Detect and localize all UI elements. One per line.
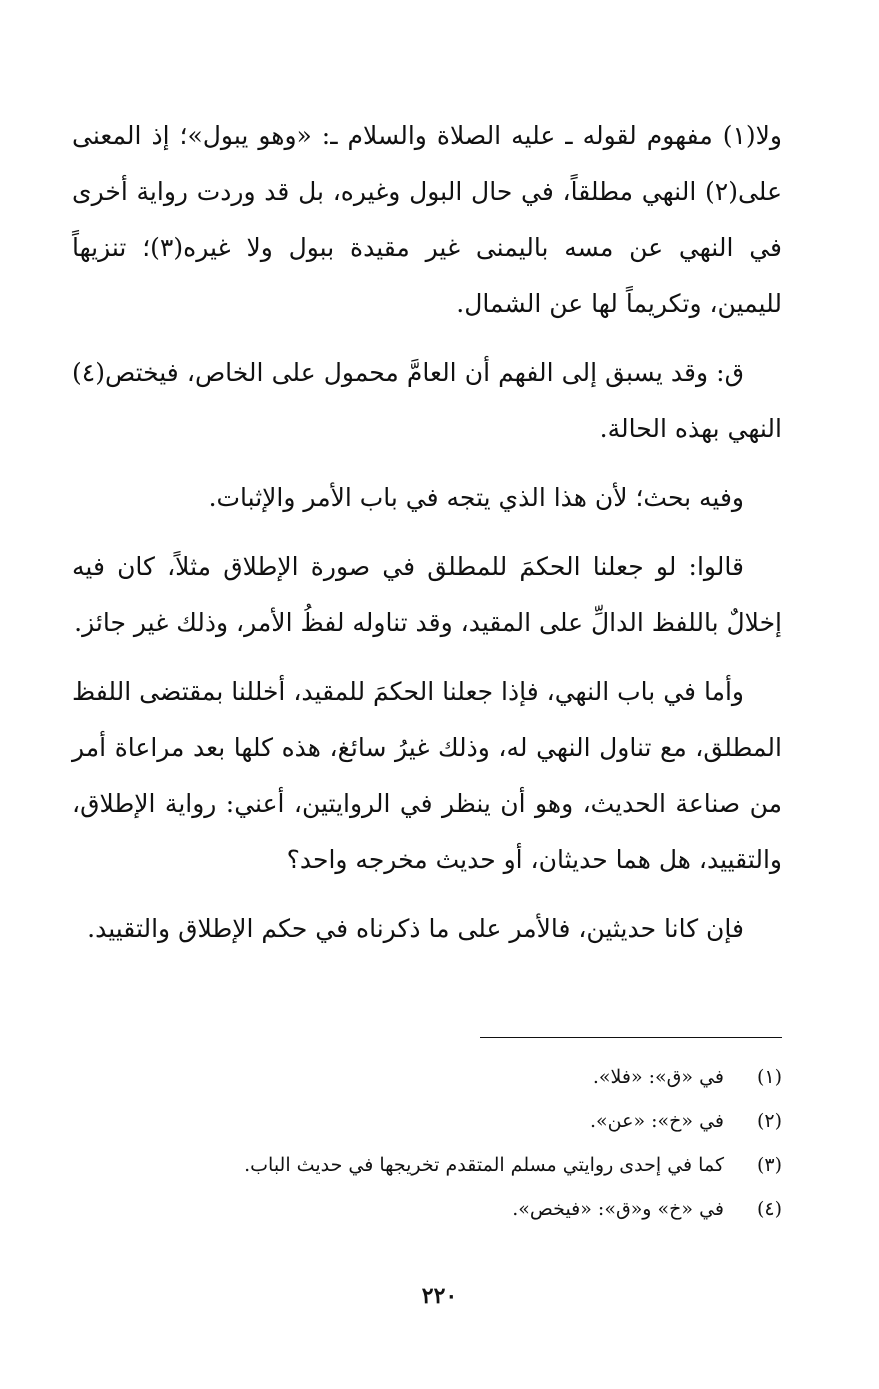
footnote-2 [72,1099,782,1143]
footnotes [72,1055,782,1231]
paragraph-5: وأما في باب النهي، فإذا جعلنا الحكمَ للمقيد، أخللنا بمقتضى اللفظ المطلق، مع تناول النهي له، وذلك غيرُ سائغ، هذه كلها بعد مراعاة أمر من صناعة الحديث، وهو أن ينظر في الروايتين، أعني: رواية الإطلاق، والتقييد، هل هما حديثان، أو حديث مخرجه واحد؟ [72,677,782,874]
footnote-3 [72,1143,782,1187]
paragraph-2: ق: وقد يسبق إلى الفهم أن العامَّ محمول على الخاص، فيختص(٤) النهي بهذه الحالة. [72,358,782,443]
paragraph-4: قالوا: لو جعلنا الحكمَ للمطلق في صورة الإطلاق مثلاً، كان فيه إخلالٌ باللفظ الدالِّ على المقيد، وقد تناوله لفظُ الأمر، وذلك غير جائز. [72,552,782,637]
footnote-number: (٣) [756,1154,782,1176]
footnote-text: في «خ»: «عن». [589,1110,724,1132]
footnote-text: في «خ» و«ق»: «فيخص». [512,1198,724,1220]
footnote-number: (١) [756,1066,782,1088]
paragraph-6: فإن كانا حديثين، فالأمر على ما ذكرناه في حكم الإطلاق والتقييد. [87,914,744,943]
footnote-text: في «ق»: «فلا». [592,1066,724,1088]
footnote-number: (٢) [756,1110,782,1132]
main-text [72,108,782,970]
footnote-4 [72,1187,782,1231]
footnote-1 [72,1055,782,1099]
footnote-divider [480,1037,782,1038]
page-number: ٢٢٠ [421,1283,458,1309]
footnote-number: (٤) [756,1198,782,1220]
footnote-text: كما في إحدى روايتي مسلم المتقدم تخريجها في حديث الباب. [244,1154,724,1176]
paragraph-3: وفيه بحث؛ لأن هذا الذي يتجه في باب الأمر والإثبات. [208,483,744,512]
paragraph-1: ولا(١) مفهوم لقوله ـ عليه الصلاة والسلام ـ: «وهو يبول»؛ إذ المعنى على(٢) النهي مطلقاً، في حال البول وغيره، بل قد وردت رواية أخرى في النهي عن مسه باليمنى غير مقيدة ببول ولا غيره(٣)؛ تنزيهاً لليمين، وتكريماً لها عن الشمال. [72,121,783,318]
